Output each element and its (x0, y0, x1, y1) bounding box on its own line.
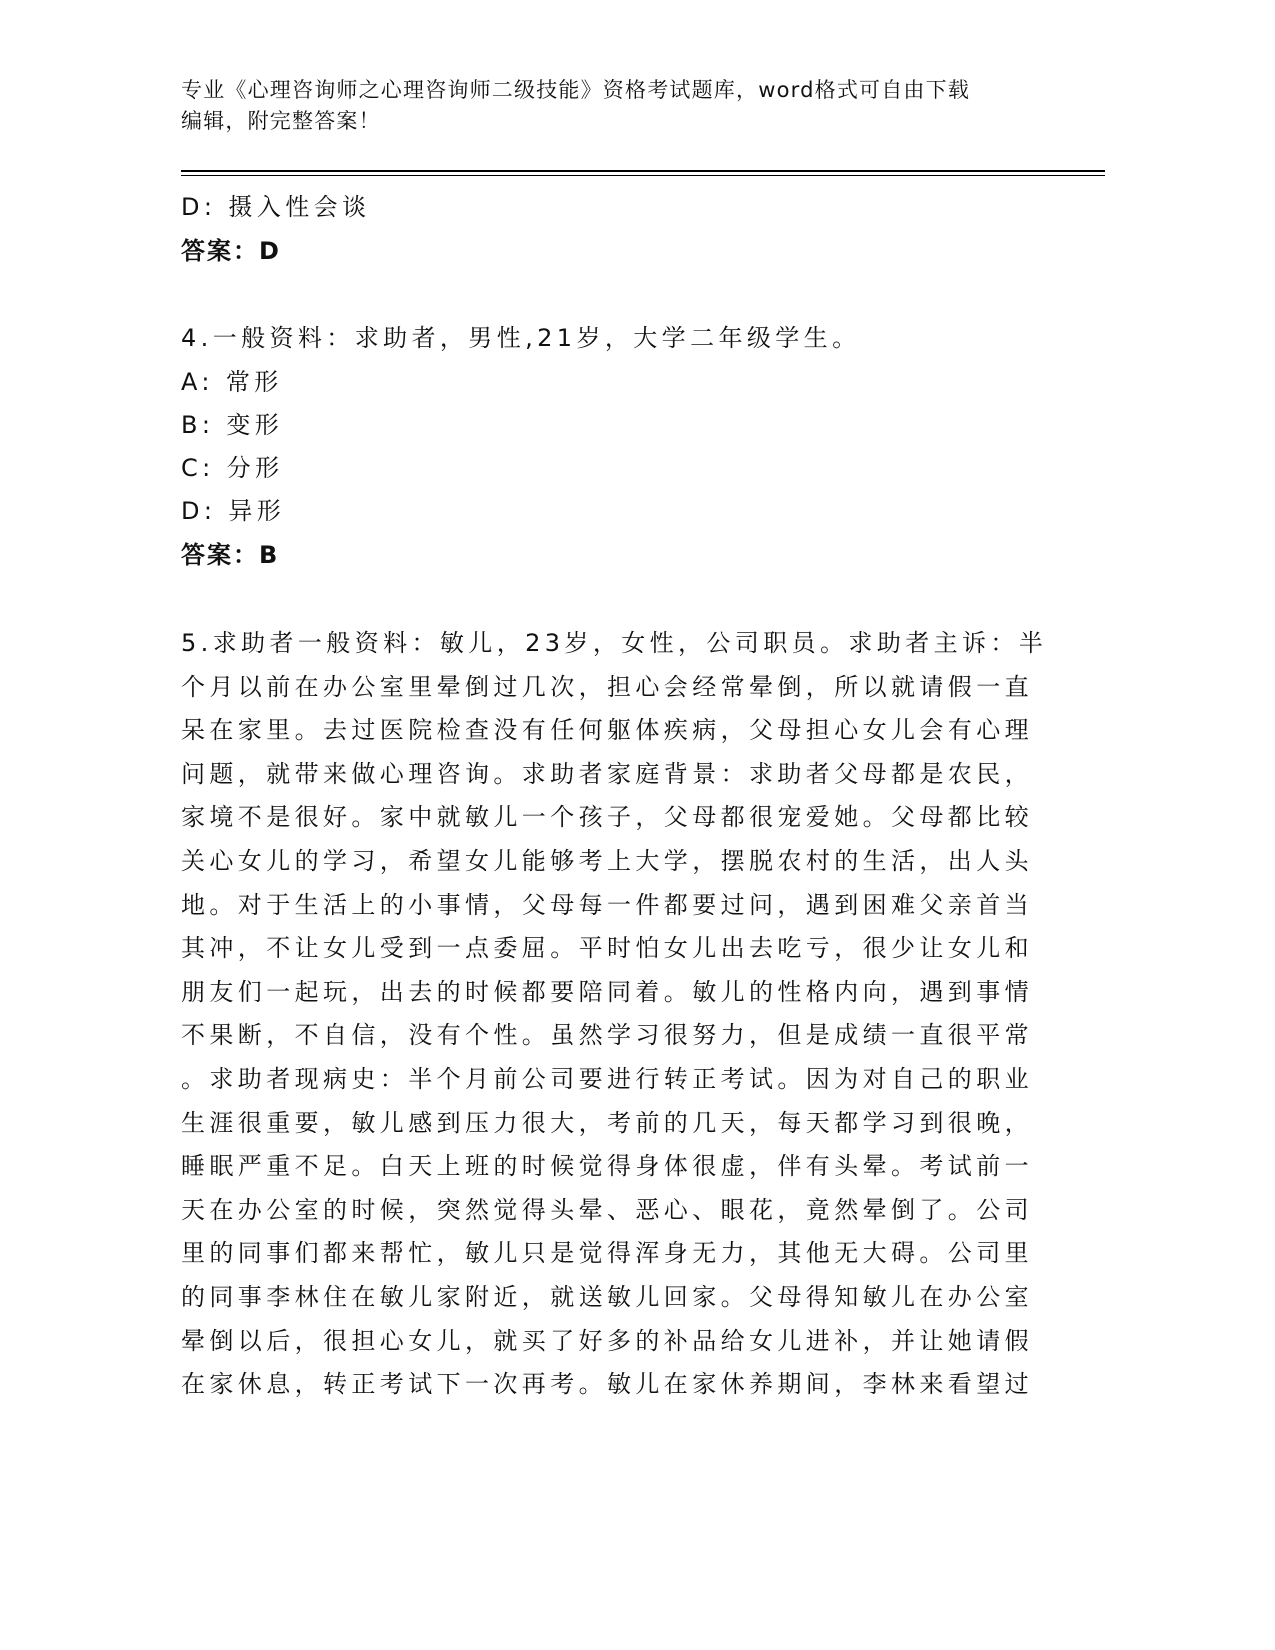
q5-line: 朋友们一起玩，出去的时候都要陪同着。敏儿的性格内向，遇到事情 (181, 977, 1033, 1006)
q5-line: 里的同事们都来帮忙，敏儿只是觉得浑身无力，其他无大碍。公司里 (181, 1239, 1033, 1268)
q5-line: 问题，就带来做心理咨询。求助者家庭背景：求助者父母都是农民， (181, 759, 1033, 788)
q5-line: 地。对于生活上的小事情，父母每一件都要过问，遇到困难父亲首当 (181, 890, 1033, 919)
q4-option-a: A: 常形 (181, 368, 283, 396)
q5-line: 生涯很重要，敏儿感到压力很大，考前的几天，每天都学习到很晚， (181, 1108, 1033, 1137)
q3-answer: 答案：D (181, 237, 281, 265)
q4-option-c: C: 分形 (181, 454, 284, 482)
q5-line: 。求助者现病史：半个月前公司要进行转正考试。因为对自己的职业 (181, 1065, 1033, 1093)
header-divider-top (181, 170, 1105, 172)
q4-answer: 答案：B (181, 541, 280, 569)
q5-line: 天在办公室的时候，突然觉得头晕、恶心、眼花，竟然晕倒了。公司 (181, 1195, 1033, 1224)
q5-line: 的同事李林住在敏儿家附近，就送敏儿回家。父母得知敏儿在办公室 (181, 1283, 1033, 1311)
q5-line: 个月以前在办公室里晕倒过几次，担心会经常晕倒，所以就请假一直 (181, 672, 1033, 701)
q5-line: 晕倒以后，很担心女儿，就买了好多的补品给女儿进补，并让她请假 (181, 1326, 1033, 1355)
q3-option-d: D: 摄入性会谈 (181, 193, 371, 221)
q5-line: 不果断，不自信，没有个性。虽然学习很努力，但是成绩一直很平常 (181, 1021, 1033, 1050)
q4-option-b: B: 变形 (181, 411, 284, 439)
q5-line: 家境不是很好。家中就敏儿一个孩子，父母都很宠爱她。父母都比较 (181, 803, 1033, 832)
header-line-2: 编辑，附完整答案！ (181, 109, 381, 133)
q4-option-d: D: 异形 (181, 497, 286, 525)
q5-line: 5.求助者一般资料：敏儿，23岁，女性，公司职员。求助者主诉：半 (181, 629, 1048, 657)
q5-line: 呆在家里。去过医院检查没有任何躯体疾病，父母担心女儿会有心理 (181, 716, 1033, 745)
q5-line: 在家休息，转正考试下一次再考。敏儿在家休养期间，李林来看望过 (181, 1370, 1033, 1399)
q5-line: 其冲，不让女儿受到一点委屈。平时怕女儿出去吃亏，很少让女儿和 (181, 934, 1033, 963)
header-line-1: 专业《心理咨询师之心理咨询师二级技能》资格考试题库，word格式可自由下载 (181, 78, 971, 102)
q4-stem: 4.一般资料：求助者，男性,21岁，大学二年级学生。 (181, 324, 861, 352)
q5-line: 关心女儿的学习，希望女儿能够考上大学，摆脱农村的生活，出人头 (181, 847, 1033, 875)
header-divider-bottom (181, 175, 1105, 176)
q5-line: 睡眠严重不足。白天上班的时候觉得身体很虚，伴有头晕。考试前一 (181, 1152, 1033, 1181)
